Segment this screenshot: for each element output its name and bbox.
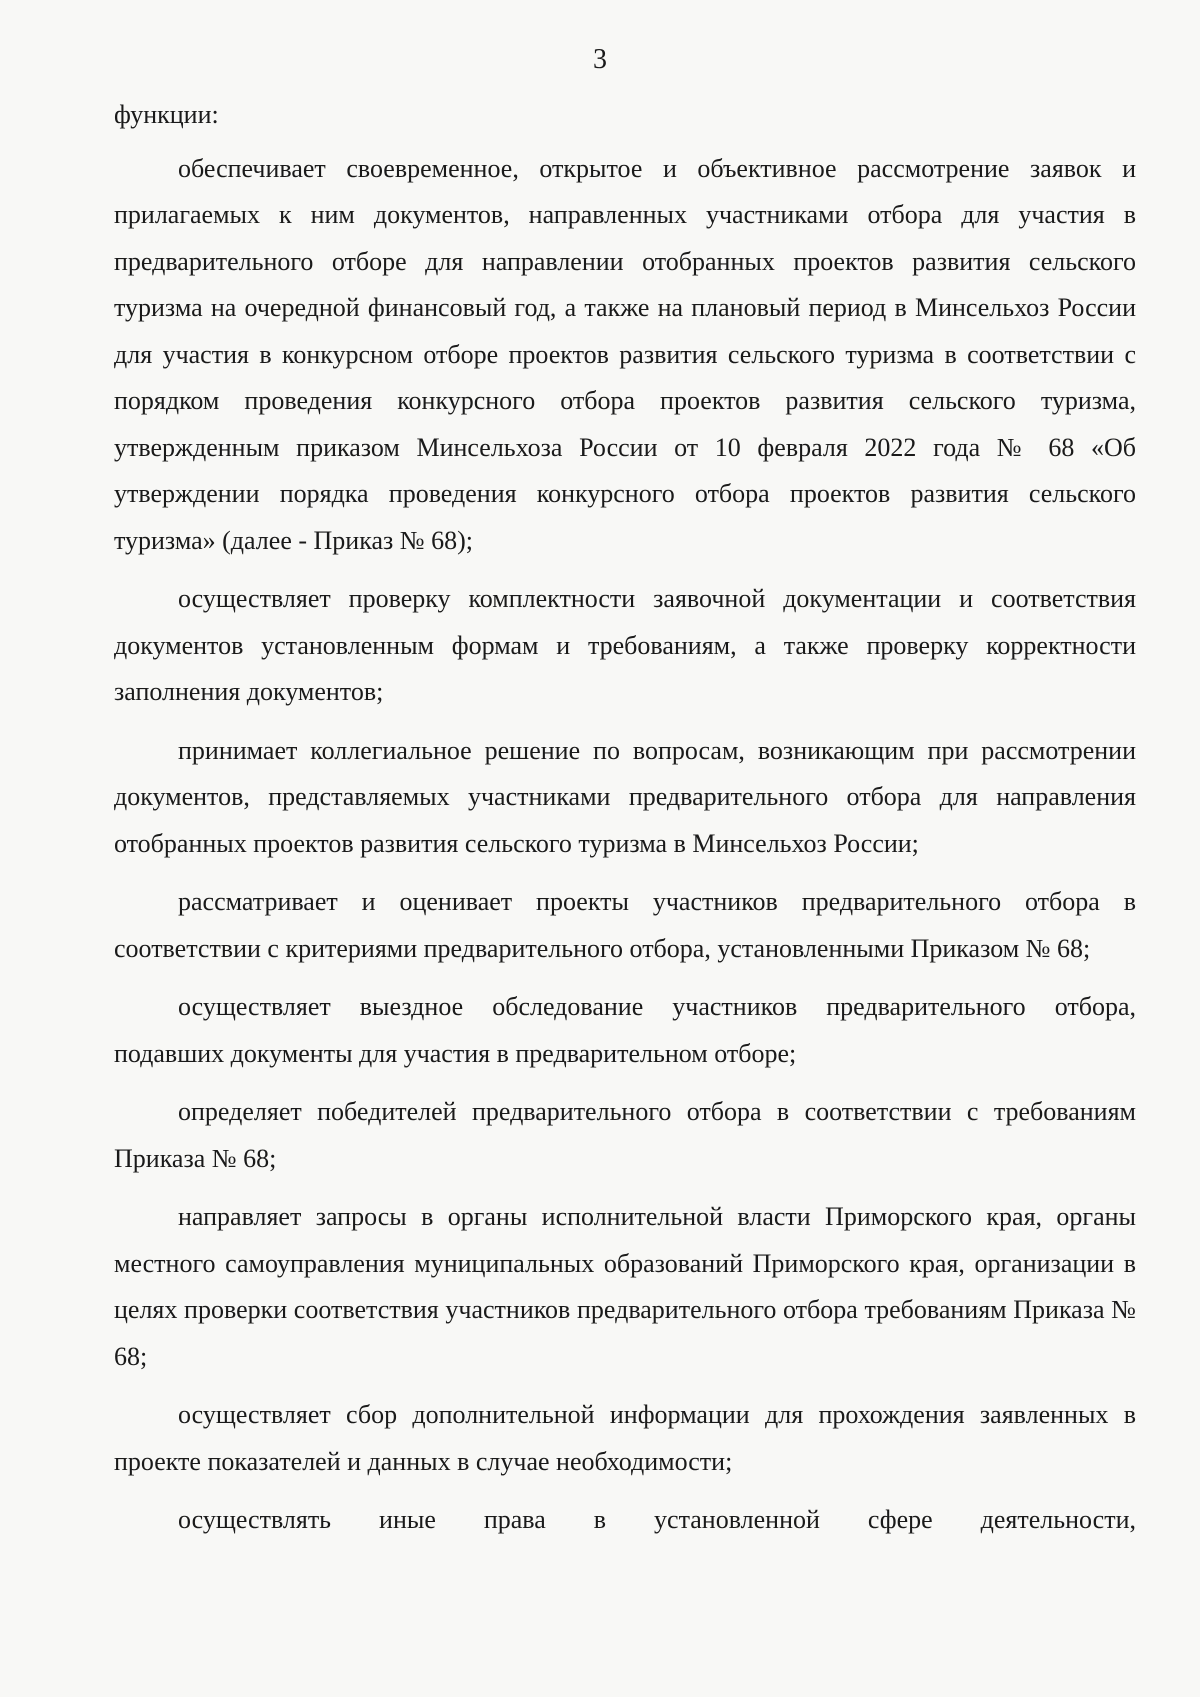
paragraph-other-rights: осуществлять иные права в установленной сфере деятельности, <box>178 1505 1136 1534</box>
page-number: 3 <box>593 44 607 75</box>
document-body <box>114 92 1136 1556</box>
paragraph-send-requests: направляет запросы в органы исполнительной власти Приморского края, органы местного самоуправления муниципальных образований Приморского края, организации в целях проверки соответствия участников предварительного отбора требованиям Приказа № 68; <box>114 1202 1136 1371</box>
paragraph-field-inspection: осуществляет выездное обследование участников предварительного отбора, подавших документы для участия в предварительном отборе; <box>114 992 1136 1068</box>
paragraph-collegial-decision: принимает коллегиальное решение по вопросам, возникающим при рассмотрении документов, представляемых участниками предварительного отбора для направления отобранных проектов развития сельского туризма в Минсельхоз России; <box>114 735 1136 858</box>
paragraph-check-completeness: осуществляет проверку комплектности заявочной документации и соответствия документов установленным формам и требованиям, а также проверку корректности заполнения документов; <box>114 584 1136 706</box>
paragraph-collect-information: осуществляет сбор дополнительной информации для прохождения заявленных в проекте показателей и данных в случае необходимости; <box>114 1400 1136 1476</box>
paragraph-review-applications: обеспечивает своевременное, открытое и объективное рассмотрение заявок и прилагаемых к ним документов, направленных участниками отбора для участия в предварительного отборе для направлении отобранных проектов развития сельского туризма на очередной финансовый год, а также на плановый период в Минсельхоз России для участия в конкурсном отборе проектов развития сельского туризма в соответствии с порядком проведения конкурсного отбора проектов развития сельского туризма, утвержденным приказом Минсельхоза России от 10 февраля 2022 года № 68 «Об утверждении порядка проведения конкурсного отбора проектов развития сельского туризма» (далее - Приказ № 68); <box>114 153 1136 555</box>
paragraph-evaluate-projects: рассматривает и оценивает проекты участников предварительного отбора в соответствии с критериями предварительного отбора, установленными Приказом № 68; <box>114 887 1136 963</box>
paragraph-determine-winners: определяет победителей предварительного отбора в соответствии с требованиям Приказа № 68; <box>114 1097 1136 1173</box>
paragraph-functions-intro: функции: <box>114 100 219 129</box>
